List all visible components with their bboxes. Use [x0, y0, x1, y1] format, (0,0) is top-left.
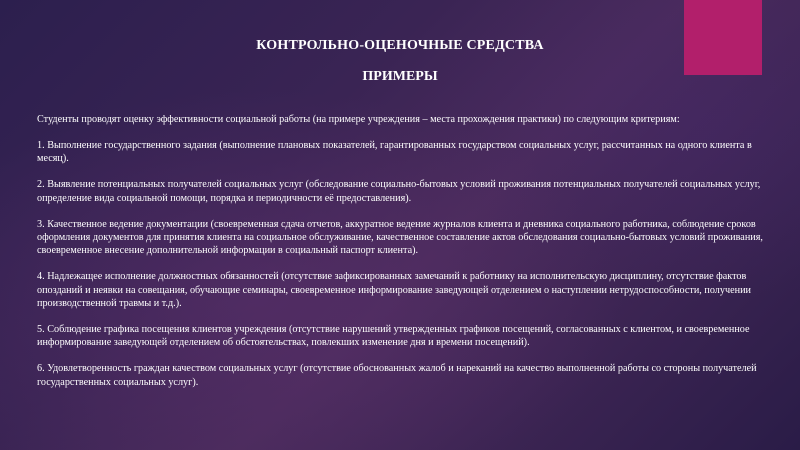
criterion-item: 4. Надлежащее исполнение должностных обязанностей (отсутствие зафиксированных замечаний к работнику на исполнительскую дисциплину, отсутствие фактов опозданий и неявки на совещания, обучающие семинары, своевременное информирование заведующей отделением о наступлении нетрудоспособности, получении производственной травмы и т.д.).: [37, 271, 751, 310]
slide-body: [37, 113, 772, 402]
criterion-item: 2. Выявление потенциальных получателей социальных услуг (обследование социально-бытовых условий проживания потенциальных получателей социальных услуг, определение вида социальной помощи, порядка и периодичности её предоставления).: [37, 179, 761, 204]
criterion-item: 3. Качественное ведение документации (своевременная сдача отчетов, аккуратное ведение журналов клиента и дневника социального работника, соблюдение сроков оформления документов для принятия клиента на социальное обслуживание, качественное составление актов обследования социально-бытовых условий проживания, своевременное внесение дополнительной информации в социальный паспорт клиента).: [37, 218, 763, 257]
slide-title: КОНТРОЛЬНО-ОЦЕНОЧНЫЕ СРЕДСТВА: [256, 38, 544, 53]
intro-paragraph: Студенты проводят оценку эффективности социальной работы (на примере учреждения – места прохождения практики) по следующим критериям:: [37, 114, 680, 125]
slide-subtitle: ПРИМЕРЫ: [362, 69, 438, 84]
criterion-item: 6. Удовлетворенность граждан качеством социальных услуг (отсутствие обоснованных жалоб и нареканий на качество выполненной работы со стороны получателей государственных социальных услуг).: [37, 363, 757, 388]
criterion-item: 5. Соблюдение графика посещения клиентов учреждения (отсутствие нарушений утвержденных графиков посещений, согласованных с клиентом, и своевременное информирование заведующей отделением об обстоятельствах, повлекших изменение дня и времени посещений).: [37, 323, 750, 349]
criterion-item: 1. Выполнение государственного задания (выполнение плановых показателей, гарантированных государством социальных услуг, рассчитанных на одного клиента в месяц).: [37, 139, 752, 165]
